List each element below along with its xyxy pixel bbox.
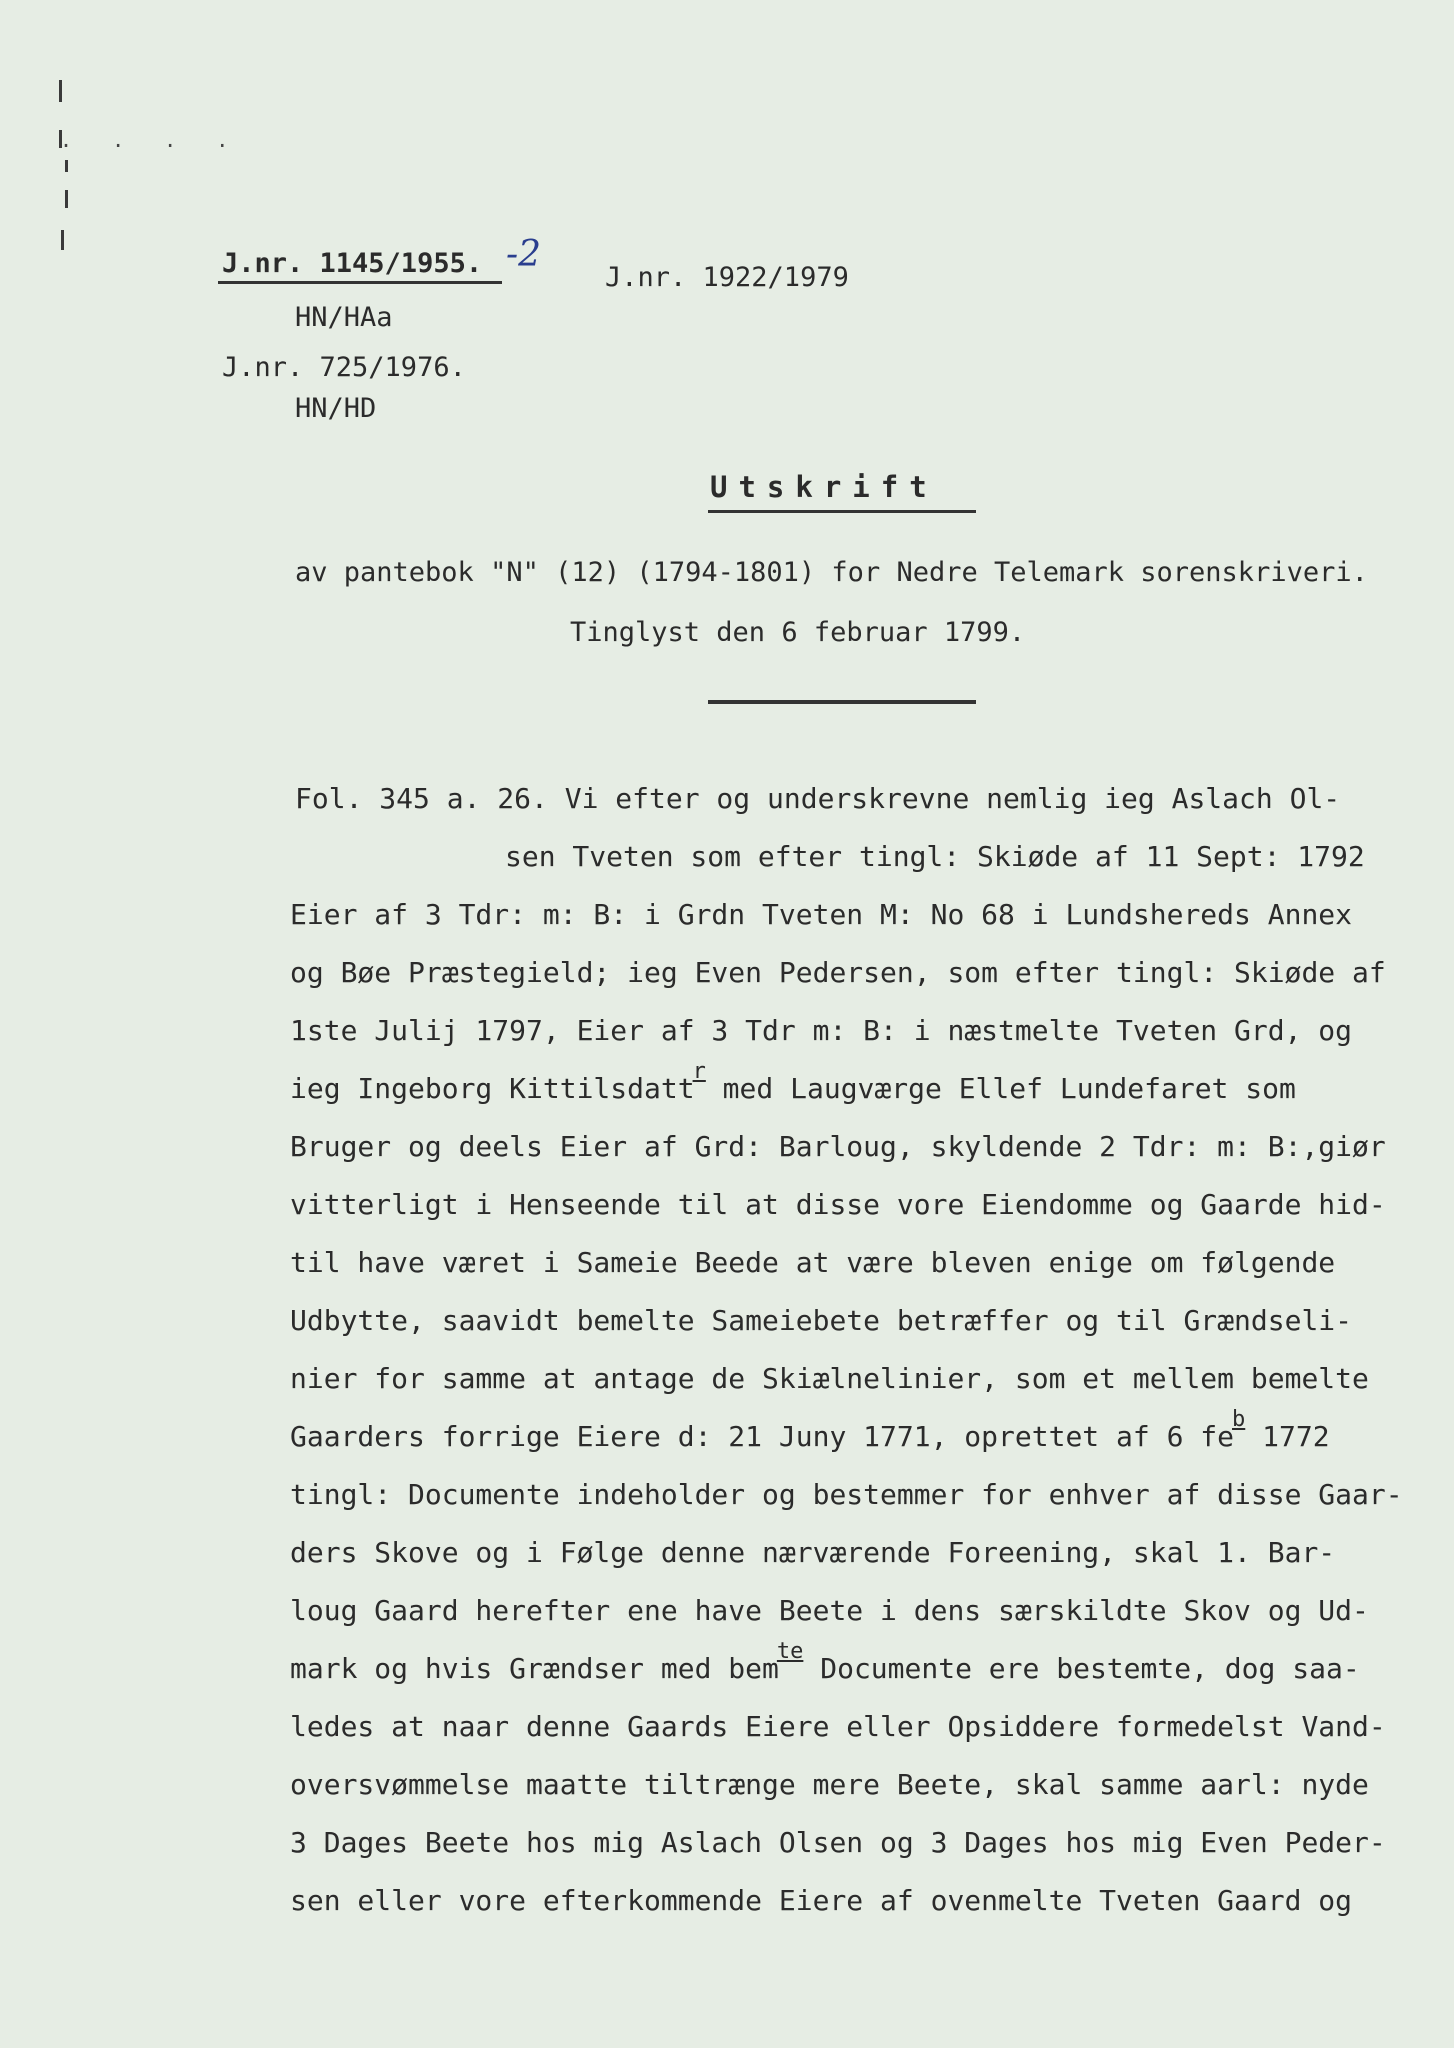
body-line-15: loug Gaard herefter ene have Beete i dens særskildte Skov og Ud- (290, 1594, 1369, 1627)
superscript-r: r (692, 1059, 706, 1084)
body-line-16 (290, 1639, 1360, 1685)
body-line-6 (290, 1059, 1296, 1105)
body-line-20: sen eller vore efterkommende Eiere af ovenmelte Tveten Gaard og (290, 1884, 1353, 1917)
superscript-b: b (1232, 1407, 1246, 1432)
subtitle-source: av pantebok "N" (12) (1794-1801) for Nedre Telemark sorenskriveri. (295, 557, 1368, 588)
body-line-9: til have været i Sameie Beede at være bleven enige om følgende (290, 1246, 1336, 1279)
body-line-1: Fol. 345 a. 26. Vi efter og underskrevne nemlig ieg Aslach Ol- (295, 782, 1341, 815)
journal-number-1976: J.nr. 725/1976. (222, 352, 466, 383)
body-line-18: oversvømmelse maatte tiltrænge mere Beete, skal samme aarl: nyde (290, 1768, 1369, 1801)
initials-hn-hd: HN/HD (295, 393, 377, 424)
body-line-8: vitterligt i Henseende til at disse vore Eiendomme og Gaarde hid- (290, 1188, 1386, 1221)
body-line-6-text: ieg Ingeborg Kittilsdatt (290, 1072, 695, 1105)
journal-number-underline (218, 281, 502, 284)
subtitle-date: Tinglyst den 6 februar 1799. (570, 617, 1026, 648)
body-line-16-text: mark og hvis Grændser med bem (290, 1652, 779, 1685)
body-line-5: 1ste Julij 1797, Eier af 3 Tdr m: B: i næstmelte Tveten Grd, og (290, 1014, 1353, 1047)
title-underline (708, 510, 976, 513)
body-line-10: Udbytte, saavidt bemelte Sameiebete betræffer og til Grændseli- (290, 1304, 1353, 1337)
body-line-13: tingl: Documente indeholder og bestemmer for enhver af disse Gaar- (290, 1478, 1403, 1511)
body-line-12-rest: 1772 (1245, 1420, 1330, 1453)
body-line-7: Bruger og deels Eier af Grd: Barloug, skyldende 2 Tdr: m: B:,giør (290, 1130, 1386, 1163)
body-line-12-text: Gaarders forrige Eiere d: 21 Juny 1771, oprettet af 6 fe (290, 1420, 1235, 1453)
margin-punch-marks (55, 80, 215, 260)
initials-hn-haa: HN/HAa (295, 302, 393, 333)
body-line-3: Eier af 3 Tdr: m: B: i Grdn Tveten M: No 68 i Lundshereds Annex (290, 898, 1353, 931)
body-line-12 (290, 1407, 1330, 1453)
section-divider (708, 700, 976, 704)
body-line-16-rest: Documente ere bestemte, dog saa- (803, 1652, 1360, 1685)
journal-number-1955: J.nr. 1145/1955. (222, 248, 483, 279)
superscript-te: te (776, 1639, 804, 1664)
body-line-2: sen Tveten som efter tingl: Skiøde af 11 Sept: 1792 (505, 840, 1365, 873)
body-line-6-rest: med Laugværge Ellef Lundefaret som (705, 1072, 1296, 1105)
body-line-19: 3 Dages Beete hos mig Aslach Olsen og 3 Dages hos mig Even Peder- (290, 1826, 1386, 1859)
margin-dots: . . . . (60, 128, 243, 152)
body-line-4: og Bøe Præstegield; ieg Even Pedersen, som efter tingl: Skiøde af (290, 956, 1386, 989)
body-line-17: ledes at naar denne Gaards Eiere eller Opsiddere formedelst Vand- (290, 1710, 1386, 1743)
handwritten-suffix: -2 (506, 234, 542, 275)
document-title: Utskrift (710, 470, 938, 504)
journal-number-1979: J.nr. 1922/1979 (605, 262, 849, 293)
body-line-14: ders Skove og i Følge denne nærværende Foreening, skal 1. Bar- (290, 1536, 1336, 1569)
body-line-11: nier for samme at antage de Skiælnelinier, som et mellem bemelte (290, 1362, 1369, 1395)
